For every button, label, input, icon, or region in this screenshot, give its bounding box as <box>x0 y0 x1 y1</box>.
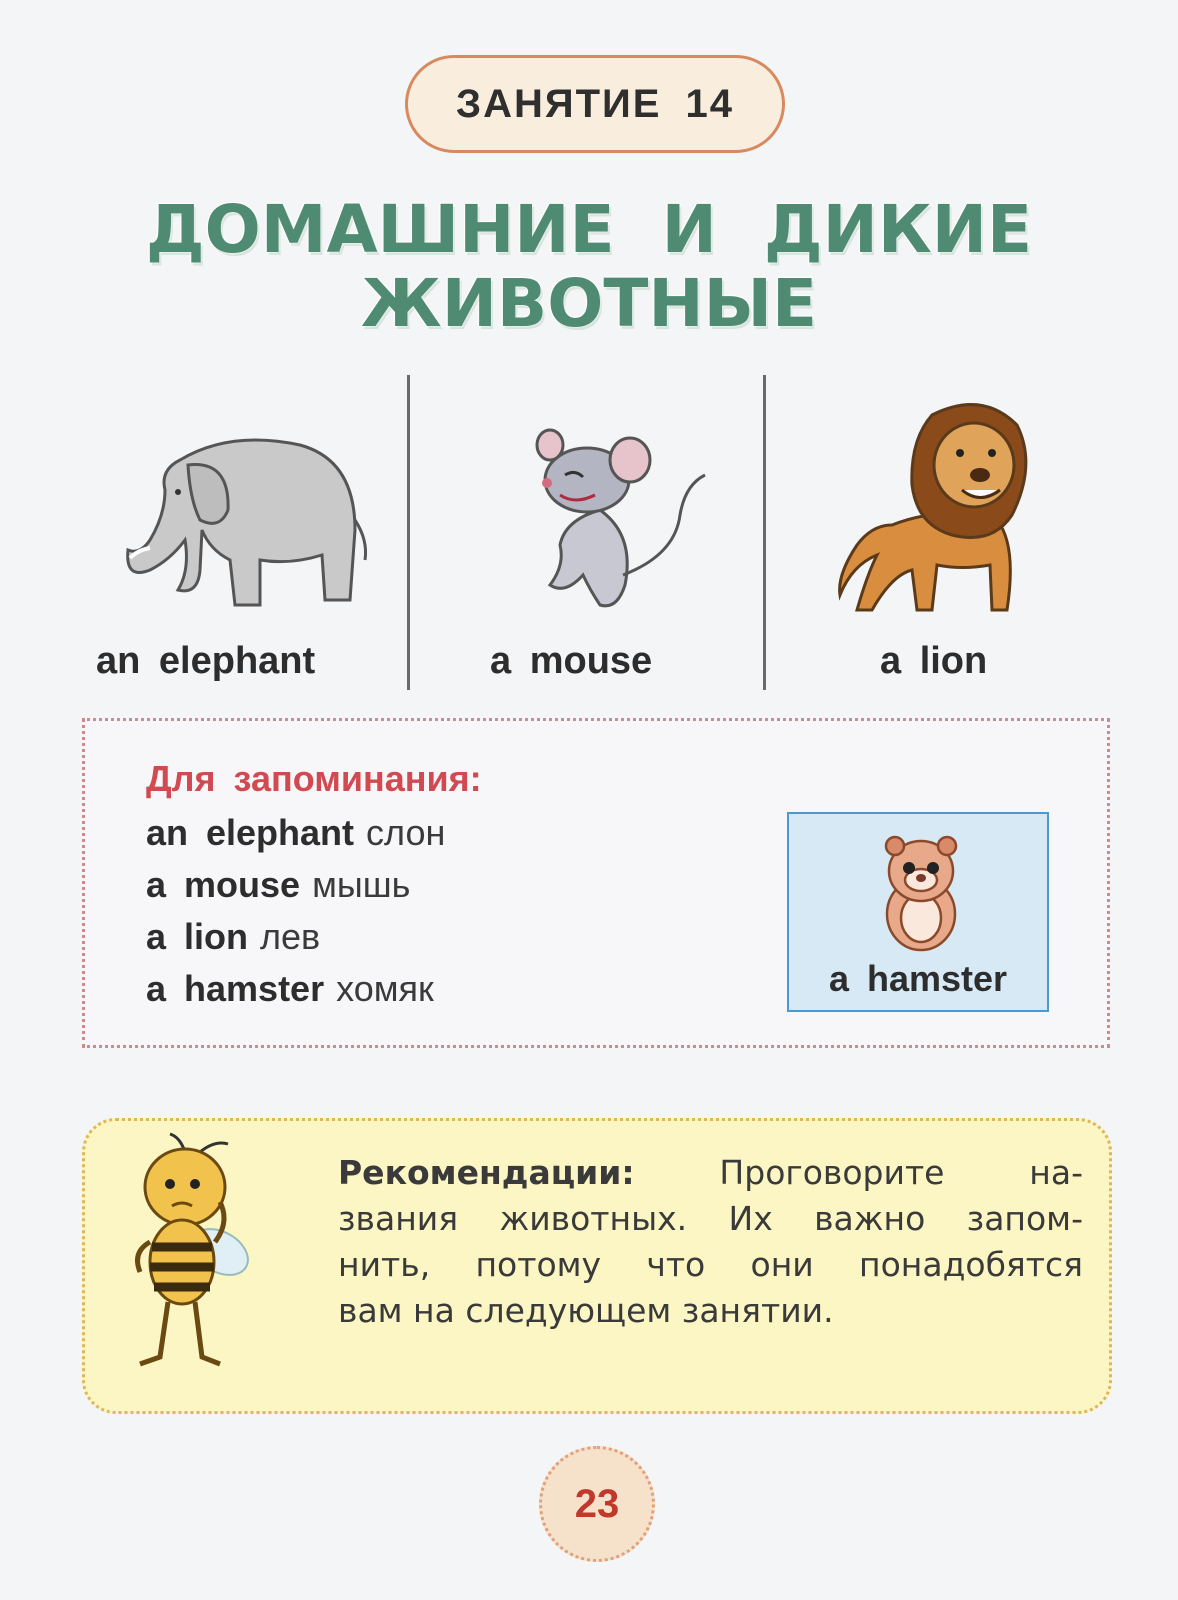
vocab-en: a lion <box>146 916 249 957</box>
vocab-en: an elephant <box>146 812 355 853</box>
recommendation-line: звания животных. Их важно запом- <box>338 1199 1083 1238</box>
column-divider-1 <box>407 375 410 690</box>
recommendation-line-text: Проговорите на- <box>634 1153 1083 1192</box>
animal-label-elephant: an elephant <box>96 640 316 682</box>
lion-illustration <box>832 395 1047 625</box>
memo-heading: Для запоминания: <box>146 758 482 799</box>
recommendation-line: нить, потому что они понадобятся <box>338 1245 1083 1284</box>
vocab-ru: слон <box>366 812 446 853</box>
lesson-number: 14 <box>685 81 734 126</box>
lesson-badge <box>405 55 785 153</box>
recommendation-label: Рекомендации: <box>338 1153 635 1192</box>
page-title-line2: ЖИВОТНЫЕ <box>360 265 818 342</box>
recommendation-line: вам на следующем занятии. <box>338 1291 834 1330</box>
recommendation-line <box>338 1150 1083 1196</box>
animal-label-lion: a lion <box>880 640 988 682</box>
vocab-row <box>146 968 434 1010</box>
elephant-illustration <box>110 420 370 620</box>
hamster-illustration <box>871 826 971 956</box>
lesson-word: ЗАНЯТИЕ <box>456 81 662 126</box>
page-title-line1: ДОМАШНИЕ И ДИКИЕ <box>145 191 1033 268</box>
vocab-ru: хомяк <box>336 968 434 1009</box>
vocab-ru: лев <box>260 916 321 957</box>
vocab-en: a mouse <box>146 864 301 905</box>
hamster-card-label: a hamster <box>828 958 1008 999</box>
bee-icon <box>120 1132 255 1382</box>
recommendation-text <box>338 1150 1083 1334</box>
hamster-card <box>787 812 1049 1012</box>
vocab-row <box>146 916 320 958</box>
page-number: 23 <box>539 1446 655 1562</box>
animal-label-mouse: a mouse <box>490 640 653 682</box>
vocab-row <box>146 812 445 854</box>
vocab-ru: мышь <box>312 864 411 905</box>
mouse-illustration <box>505 425 720 625</box>
column-divider-2 <box>763 375 766 690</box>
vocab-row <box>146 864 410 906</box>
vocab-en: a hamster <box>146 968 325 1009</box>
